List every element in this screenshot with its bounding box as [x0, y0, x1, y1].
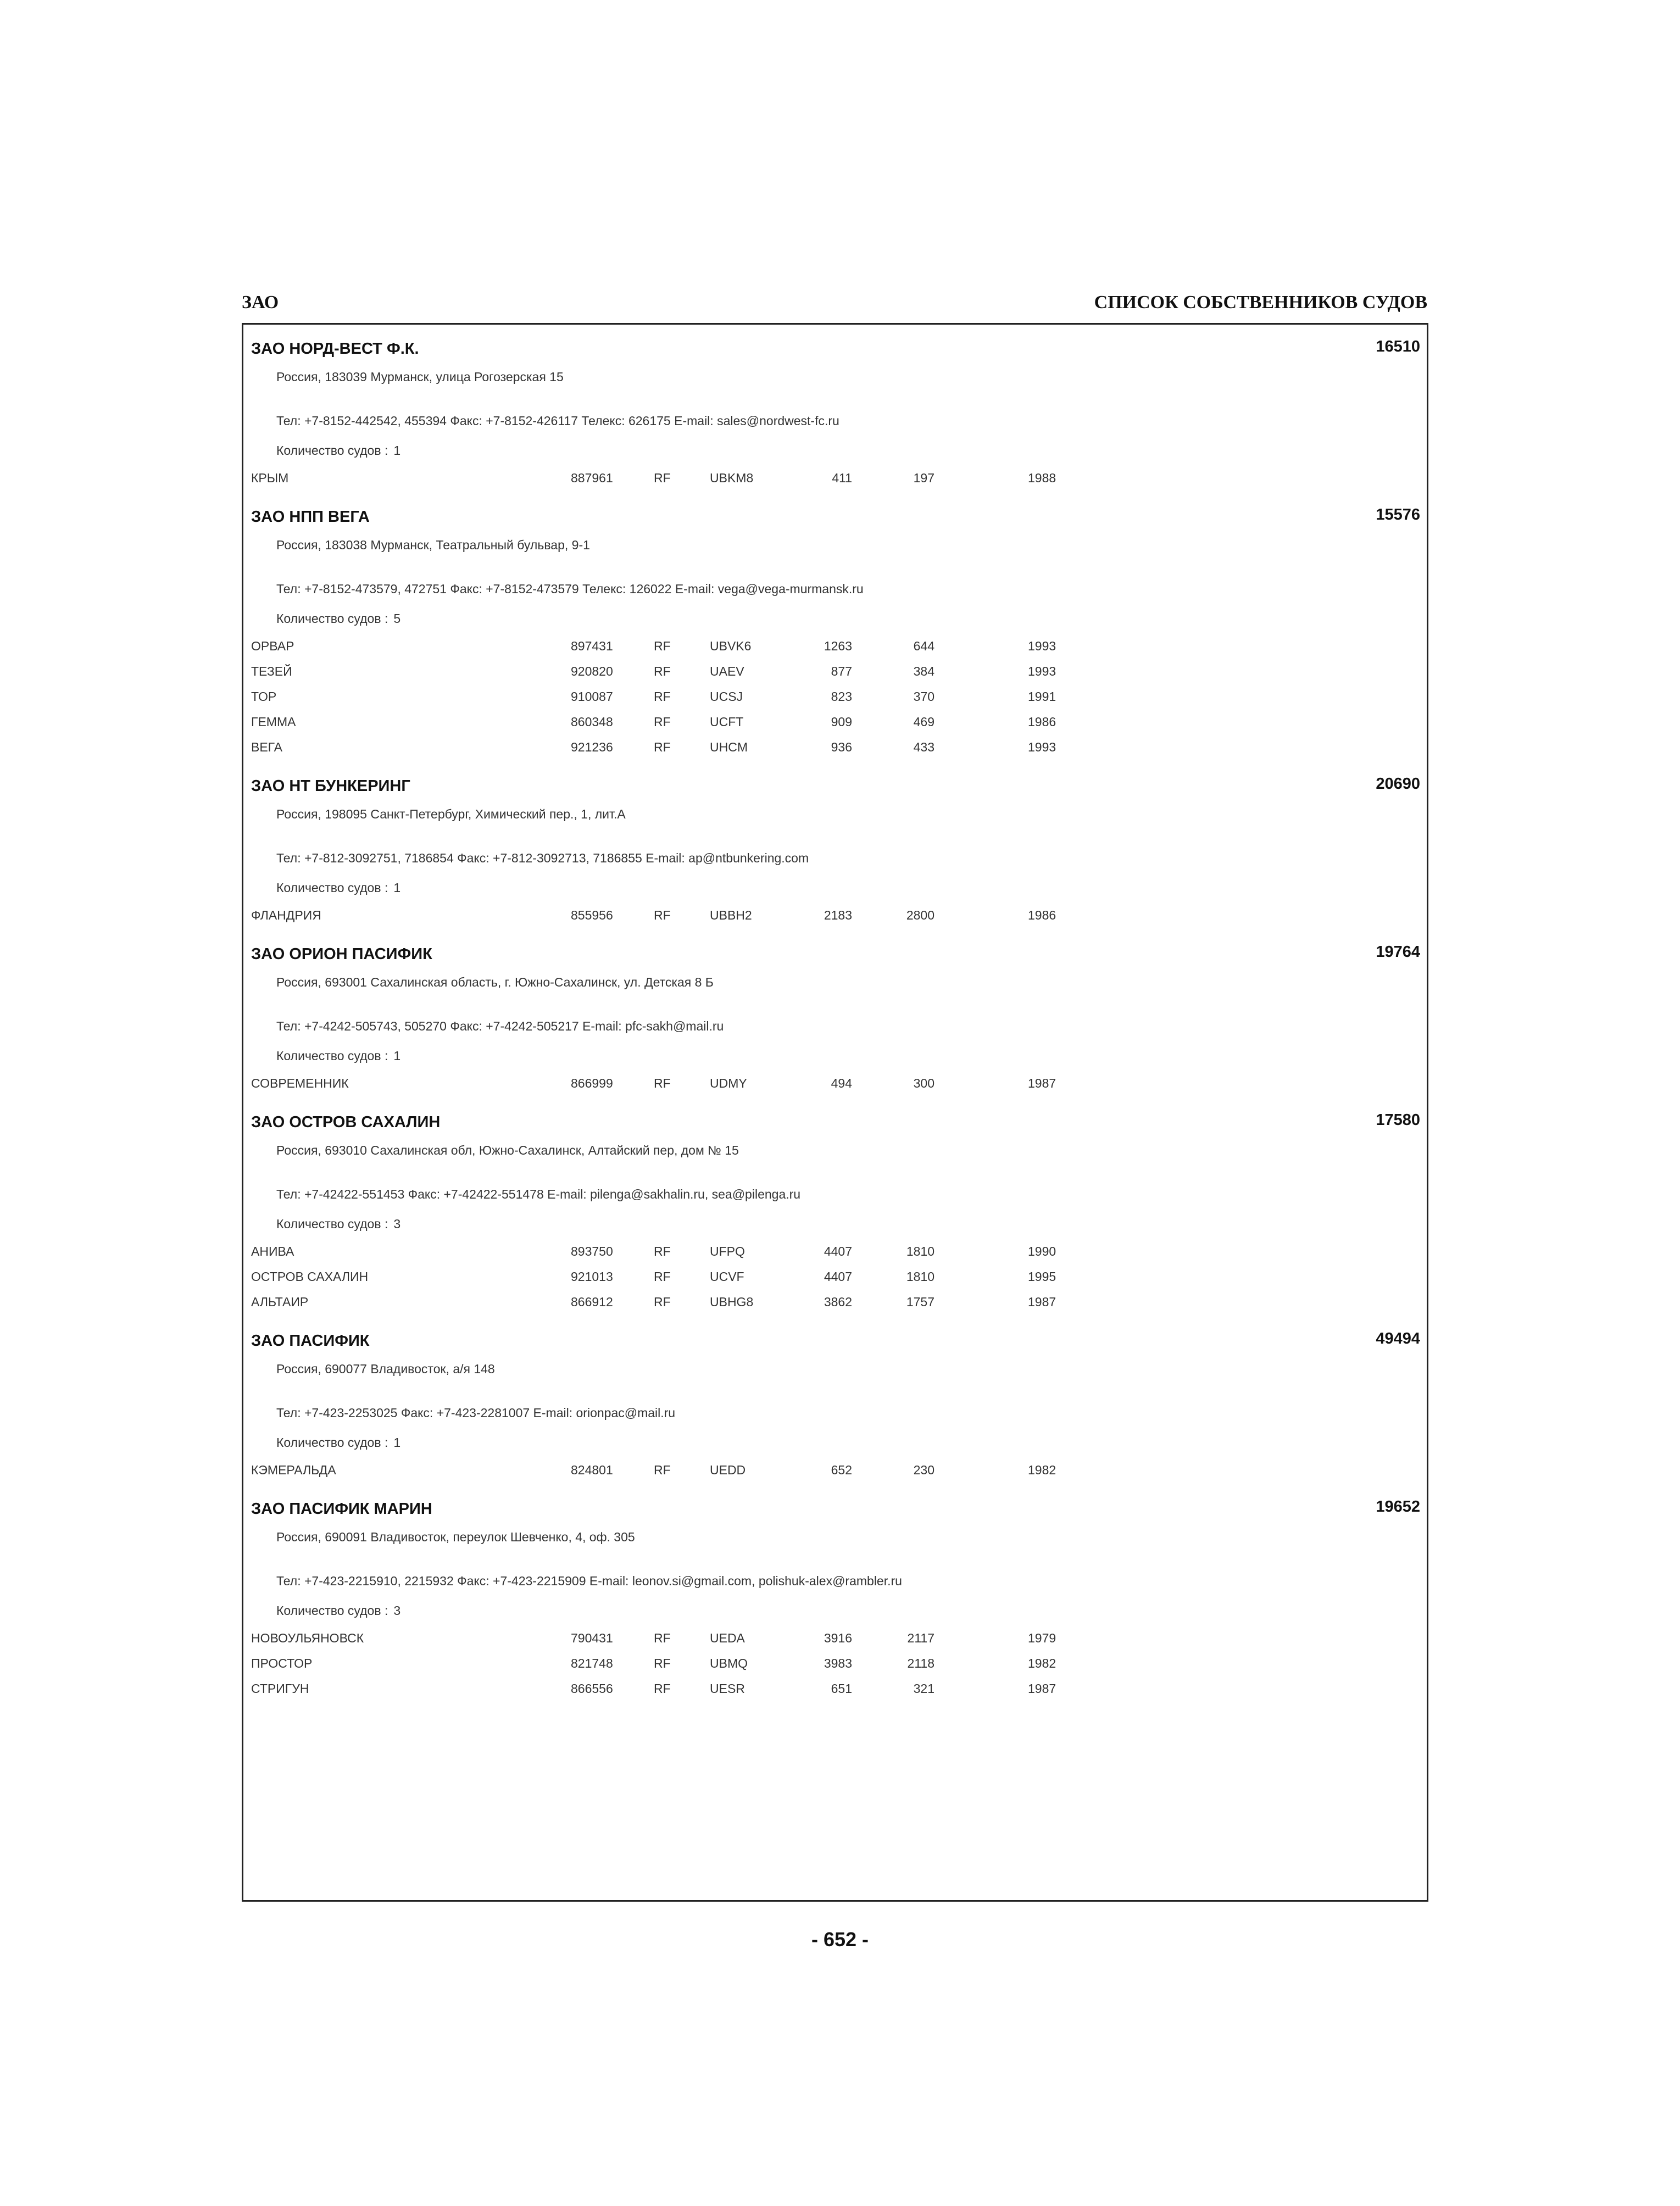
- ship-deadweight: 2800: [906, 908, 934, 922]
- ship-name: ТОР: [251, 689, 277, 704]
- ship-name: КРЫМ: [251, 471, 289, 485]
- ship-flag: RF: [654, 689, 671, 704]
- ship-deadweight: 469: [913, 715, 934, 729]
- ship-name: АНИВА: [251, 1244, 294, 1258]
- ship-year: 1995: [1028, 1269, 1056, 1284]
- ship-number: 920820: [571, 664, 613, 678]
- ship-row: [243, 1680, 1427, 1706]
- ship-call-sign: UBHG8: [710, 1295, 754, 1309]
- ship-row: [243, 1268, 1427, 1294]
- ship-number: 790431: [571, 1631, 613, 1645]
- ship-call-sign: UBBH2: [710, 908, 752, 922]
- ship-name: ВЕГА: [251, 740, 282, 754]
- company-contacts: Тел: +7-4242-505743, 505270 Факс: +7-4242-505217 E-mail: pfc-sakh@mail.ru: [276, 1019, 724, 1033]
- ship-gross-tonnage: 652: [831, 1463, 852, 1477]
- ship-row: [243, 714, 1427, 739]
- ship-count-label: Количество судов :: [276, 881, 388, 895]
- ship-row: [243, 1462, 1427, 1487]
- ship-deadweight: 384: [913, 664, 934, 678]
- ship-count-value: 1: [393, 881, 401, 895]
- ship-number: 860348: [571, 715, 613, 729]
- ship-year: 1982: [1028, 1656, 1056, 1670]
- ship-number: 897431: [571, 639, 613, 653]
- ship-deadweight: 370: [913, 689, 934, 704]
- ship-row: [243, 907, 1427, 932]
- ship-call-sign: UESR: [710, 1681, 745, 1696]
- ship-call-sign: UHCM: [710, 740, 748, 754]
- ship-call-sign: UCFT: [710, 715, 744, 729]
- ship-year: 1993: [1028, 639, 1056, 653]
- ship-count: [276, 879, 400, 896]
- ship-count-label: Количество судов :: [276, 1217, 388, 1231]
- ship-list: [243, 1075, 1427, 1100]
- ship-count: [276, 442, 400, 459]
- company-address: Россия, 198095 Санкт-Петербург, Химический пер., 1, лит.А: [276, 807, 626, 821]
- ship-count-value: 5: [393, 611, 401, 626]
- ship-list: [243, 907, 1427, 932]
- company-name: ЗАО ПАСИФИК: [251, 1332, 370, 1350]
- directory-frame: [242, 323, 1428, 1902]
- ship-gross-tonnage: 3916: [824, 1631, 852, 1645]
- ship-name: СТРИГУН: [251, 1681, 309, 1696]
- ship-gross-tonnage: 936: [831, 740, 852, 754]
- ship-year: 1988: [1028, 471, 1056, 485]
- ship-flag: RF: [654, 1631, 671, 1645]
- ship-flag: RF: [654, 639, 671, 653]
- ship-call-sign: UBKM8: [710, 471, 754, 485]
- company-id: 20690: [1376, 775, 1420, 793]
- company-name: ЗАО ПАСИФИК МАРИН: [251, 1500, 432, 1518]
- ship-count-label: Количество судов :: [276, 611, 388, 626]
- ship-deadweight: 300: [913, 1076, 934, 1090]
- ship-year: 1987: [1028, 1295, 1056, 1309]
- ship-flag: RF: [654, 471, 671, 485]
- ship-year: 1982: [1028, 1463, 1056, 1477]
- ship-year: 1993: [1028, 664, 1056, 678]
- ship-name: СОВРЕМЕННИК: [251, 1076, 349, 1090]
- ship-deadweight: 644: [913, 639, 934, 653]
- ship-count: [276, 1602, 400, 1619]
- ship-gross-tonnage: 909: [831, 715, 852, 729]
- ship-name: ПРОСТОР: [251, 1656, 313, 1670]
- ship-count: [276, 610, 400, 627]
- ship-name: ГЕММА: [251, 715, 296, 729]
- ship-call-sign: UDMY: [710, 1076, 747, 1090]
- company-address: Россия, 693001 Сахалинская область, г. Южно-Сахалинск, ул. Детская 8 Б: [276, 975, 714, 989]
- company-contacts: Тел: +7-8152-473579, 472751 Факс: +7-8152-473579 Телекс: 126022 E-mail: vega@vega-murmansk.ru: [276, 582, 864, 596]
- company-id: 16510: [1376, 338, 1420, 355]
- ship-deadweight: 197: [913, 471, 934, 485]
- ship-row: [243, 1243, 1427, 1268]
- ship-number: 866912: [571, 1295, 613, 1309]
- ship-number: 887961: [571, 471, 613, 485]
- ship-deadweight: 1810: [906, 1244, 934, 1258]
- header-title: СПИСОК СОБСТВЕННИКОВ СУДОВ: [1094, 292, 1427, 313]
- company-name: ЗАО НОРД-ВЕСТ Ф.К.: [251, 340, 419, 358]
- ship-name: ТЕЗЕЙ: [251, 664, 292, 678]
- ship-list: [243, 1630, 1427, 1706]
- ship-gross-tonnage: 1263: [824, 639, 852, 653]
- ship-number: 921013: [571, 1269, 613, 1284]
- ship-row: [243, 688, 1427, 714]
- ship-row: [243, 1630, 1427, 1655]
- ship-gross-tonnage: 651: [831, 1681, 852, 1696]
- company-name: ЗАО ОРИОН ПАСИФИК: [251, 945, 432, 963]
- ship-gross-tonnage: 3862: [824, 1295, 852, 1309]
- ship-call-sign: UCVF: [710, 1269, 744, 1284]
- ship-deadweight: 321: [913, 1681, 934, 1696]
- ship-name: ОРВАР: [251, 639, 294, 653]
- ship-call-sign: UBVK6: [710, 639, 752, 653]
- ship-number: 910087: [571, 689, 613, 704]
- company-contacts: Тел: +7-8152-442542, 455394 Факс: +7-8152-426117 Телекс: 626175 E-mail: sales@nordwest-fc.ru: [276, 414, 839, 428]
- ship-flag: RF: [654, 1681, 671, 1696]
- ship-name: ОСТРОВ САХАЛИН: [251, 1269, 369, 1284]
- ship-row: [243, 638, 1427, 663]
- page-header: [242, 289, 1427, 316]
- company-name: ЗАО НПП ВЕГА: [251, 508, 370, 526]
- ship-call-sign: UFPQ: [710, 1244, 745, 1258]
- ship-flag: RF: [654, 1269, 671, 1284]
- ship-year: 1990: [1028, 1244, 1056, 1258]
- ship-number: 893750: [571, 1244, 613, 1258]
- ship-row: [243, 663, 1427, 688]
- ship-deadweight: 1810: [906, 1269, 934, 1284]
- ship-name: КЭМЕРАЛЬДА: [251, 1463, 336, 1477]
- ship-list: [243, 1462, 1427, 1487]
- page-number: - 652 -: [811, 1928, 869, 1951]
- ship-name: АЛЬТАИР: [251, 1295, 309, 1309]
- ship-count: [276, 1048, 400, 1064]
- company-id: 49494: [1376, 1330, 1420, 1347]
- ship-gross-tonnage: 4407: [824, 1269, 852, 1284]
- ship-call-sign: UEDD: [710, 1463, 746, 1477]
- ship-flag: RF: [654, 1463, 671, 1477]
- ship-year: 1987: [1028, 1076, 1056, 1090]
- ship-number: 855956: [571, 908, 613, 922]
- ship-flag: RF: [654, 1656, 671, 1670]
- ship-count-label: Количество судов :: [276, 1435, 388, 1450]
- ship-number: 921236: [571, 740, 613, 754]
- company-id: 19652: [1376, 1498, 1420, 1516]
- ship-row: [243, 1294, 1427, 1319]
- ship-flag: RF: [654, 1295, 671, 1309]
- ship-count-label: Количество судов :: [276, 1049, 388, 1063]
- ship-gross-tonnage: 411: [832, 471, 852, 485]
- ship-year: 1993: [1028, 740, 1056, 754]
- company-id: 17580: [1376, 1111, 1420, 1129]
- ship-count-value: 1: [393, 1435, 401, 1450]
- ship-number: 866999: [571, 1076, 613, 1090]
- ship-gross-tonnage: 494: [831, 1076, 852, 1090]
- ship-call-sign: UAEV: [710, 664, 744, 678]
- ship-count-value: 1: [393, 1049, 401, 1063]
- company-contacts: Тел: +7-812-3092751, 7186854 Факс: +7-812-3092713, 7186855 E-mail: ap@ntbunkering.com: [276, 851, 809, 865]
- company-address: Россия, 693010 Сахалинская обл, Южно-Сахалинск, Алтайский пер, дом № 15: [276, 1143, 739, 1157]
- ship-flag: RF: [654, 1244, 671, 1258]
- company-contacts: Тел: +7-423-2215910, 2215932 Факс: +7-423-2215909 E-mail: leonov.si@gmail.com, polishuk-alex@rambler.ru: [276, 1574, 902, 1588]
- ship-list: [243, 470, 1427, 495]
- company-address: Россия, 183039 Мурманск, улица Рогозерская 15: [276, 370, 564, 384]
- ship-flag: RF: [654, 908, 671, 922]
- ship-name: НОВОУЛЬЯНОВСК: [251, 1631, 364, 1645]
- ship-flag: RF: [654, 715, 671, 729]
- ship-list: [243, 1243, 1427, 1319]
- company-contacts: Тел: +7-42422-551453 Факс: +7-42422-551478 E-mail: pilenga@sakhalin.ru, sea@pilenga.ru: [276, 1187, 801, 1201]
- ship-year: 1979: [1028, 1631, 1056, 1645]
- ship-year: 1991: [1028, 689, 1056, 704]
- ship-gross-tonnage: 3983: [824, 1656, 852, 1670]
- company-address: Россия, 690091 Владивосток, переулок Шевченко, 4, оф. 305: [276, 1530, 635, 1544]
- ship-number: 821748: [571, 1656, 613, 1670]
- ship-deadweight: 2118: [907, 1656, 934, 1670]
- ship-count-value: 3: [393, 1217, 401, 1231]
- ship-row: [243, 1075, 1427, 1100]
- ship-deadweight: 433: [913, 740, 934, 754]
- ship-deadweight: 230: [913, 1463, 934, 1477]
- company-id: 15576: [1376, 506, 1420, 523]
- ship-call-sign: UBMQ: [710, 1656, 748, 1670]
- company-id: 19764: [1376, 943, 1420, 961]
- ship-count-label: Количество судов :: [276, 443, 388, 458]
- ship-count: [276, 1434, 400, 1451]
- ship-gross-tonnage: 877: [831, 664, 852, 678]
- ship-count-label: Количество судов :: [276, 1603, 388, 1618]
- ship-number: 866556: [571, 1681, 613, 1696]
- ship-call-sign: UCSJ: [710, 689, 743, 704]
- ship-year: 1986: [1028, 908, 1056, 922]
- ship-count-value: 3: [393, 1603, 401, 1618]
- ship-name: ФЛАНДРИЯ: [251, 908, 321, 922]
- header-section-label: ЗАО: [242, 292, 279, 313]
- ship-row: [243, 470, 1427, 495]
- company-name: ЗАО ОСТРОВ САХАЛИН: [251, 1113, 441, 1131]
- company-name: ЗАО НТ БУНКЕРИНГ: [251, 777, 410, 795]
- ship-number: 824801: [571, 1463, 613, 1477]
- ship-row: [243, 739, 1427, 764]
- ship-gross-tonnage: 4407: [824, 1244, 852, 1258]
- ship-deadweight: 2117: [907, 1631, 934, 1645]
- ship-list: [243, 638, 1427, 764]
- ship-flag: RF: [654, 664, 671, 678]
- ship-flag: RF: [654, 740, 671, 754]
- ship-year: 1986: [1028, 715, 1056, 729]
- ship-flag: RF: [654, 1076, 671, 1090]
- ship-year: 1987: [1028, 1681, 1056, 1696]
- ship-deadweight: 1757: [906, 1295, 934, 1309]
- company-address: Россия, 183038 Мурманск, Театральный бульвар, 9-1: [276, 538, 590, 552]
- company-address: Россия, 690077 Владивосток, а/я 148: [276, 1362, 495, 1376]
- ship-row: [243, 1655, 1427, 1680]
- ship-gross-tonnage: 823: [831, 689, 852, 704]
- ship-count: [276, 1216, 400, 1232]
- company-contacts: Тел: +7-423-2253025 Факс: +7-423-2281007 E-mail: orionpac@mail.ru: [276, 1406, 676, 1420]
- ship-gross-tonnage: 2183: [824, 908, 852, 922]
- ship-count-value: 1: [393, 443, 401, 458]
- ship-call-sign: UEDA: [710, 1631, 745, 1645]
